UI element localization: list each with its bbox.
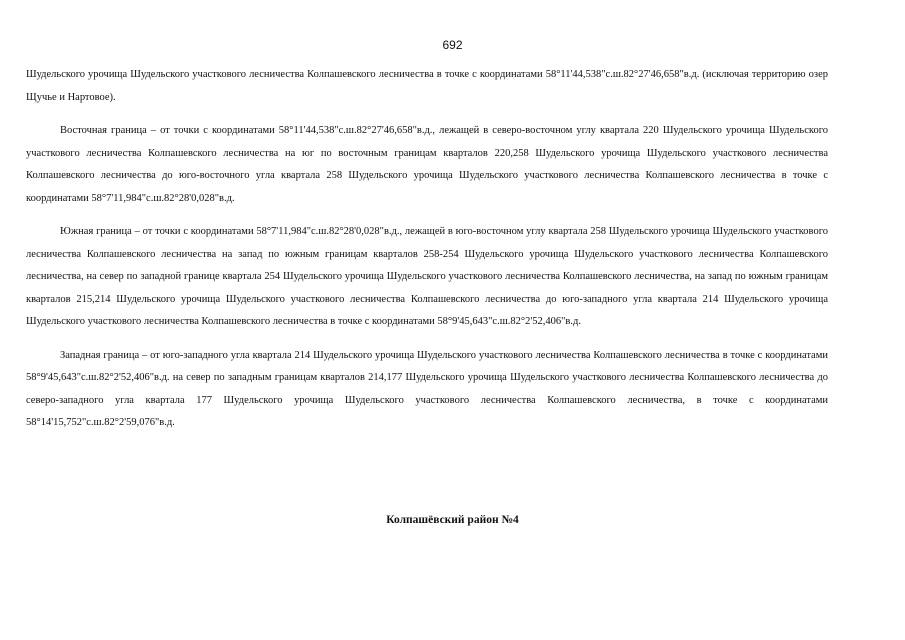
paragraph-west-border: Западная граница – от юго-западного угла квартала 214 Шудельского урочища Шудельского участкового лесничества Колпашевского лесничества в точке с координатами 58°9'45,643"с.ш.82°2'52,406"в.д. на север по западным границам кварталов 214,177 Шудельского урочища Шудельского участкового лесничества Колпашевского лесничества до северо-западного угла квартала 177 Шудельского урочища Шудельского участкового лесничества Колпашевского лесничества, в точке с координатами 58°14'15,752"с.ш.82°2'59,076"в.д.: [26, 349, 828, 428]
paragraph-gap: [26, 210, 828, 221]
section-title: Колпашёвский район №4: [386, 514, 519, 526]
paragraph-east-border: Восточная граница – от точки с координатами 58°11'44,538"с.ш.82°27'46,658"в.д., лежащей в северо-восточном углу квартала 220 Шудельского урочища Шудельского участкового лесничества Колпашевского лесничества на юг по восточным границам кварталов 220,258 Шудельского урочища Шудельского участкового лесничества Колпашевского лесничества до юго-восточного угла квартала 258 Шудельского урочища Шудельского участкового лесничества Колпашевского лесничества в точке с координатами 58°7'11,984"с.ш.82°28'0,028"в.д.: [26, 125, 828, 204]
paragraph-gap: [26, 334, 828, 345]
document-body: [26, 64, 828, 435]
paragraph-south-border: Южная граница – от точки с координатами 58°7'11,984"с.ш.82°28'0,028"в.д., лежащей в юго-восточном углу квартала 258 Шудельского урочища Шудельского участкового лесничества Колпашевского лесничества на запад по южным границам кварталов 258-254 Шудельского урочища Шудельского участкового лесничества Колпашевского лесничества, на север по западной границе квартала 254 Шудельского урочища Шудельского участкового лесничества Колпашевского лесничества, на запад по южным границам кварталов 215,214 Шудельского урочища Шудельского участкового лесничества Колпашевского лесничества до юго-западного угла квартала 214 Шудельского урочища Шудельского участкового лесничества Колпашевского лесничества в точке с координатами 58°9'45,643"с.ш.82°2'52,406"в.д.: [26, 226, 828, 327]
paragraph-continuation: Шудельского урочища Шудельского участкового лесничества Колпашевского лесничества в точке с координатами 58°11'44,538"с.ш.82°27'46,658"в.д. (исключая территорию озер Щучье и Нартовое).: [26, 69, 828, 103]
paragraph-gap: [26, 109, 828, 120]
page-number: 692: [442, 38, 463, 52]
